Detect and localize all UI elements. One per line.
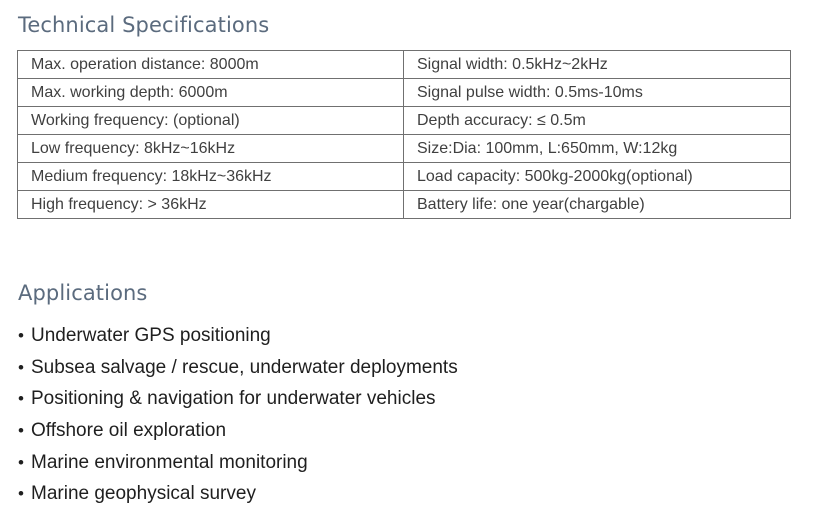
list-item-label: Positioning & navigation for underwater vehicles bbox=[31, 388, 436, 410]
list-item-label: Underwater GPS positioning bbox=[31, 325, 271, 346]
spec-cell: Working frequency: (optional) bbox=[18, 107, 404, 135]
table-row bbox=[18, 79, 791, 107]
spec-cell: Signal pulse width: 0.5ms-10ms bbox=[404, 79, 791, 107]
spec-cell: Medium frequency: 18kHz~36kHz bbox=[18, 163, 404, 191]
list-item bbox=[18, 320, 458, 352]
applications-heading: Applications bbox=[18, 281, 148, 305]
specs-table bbox=[17, 50, 791, 219]
spec-cell: Max. operation distance: 8000m bbox=[18, 51, 404, 79]
applications-list bbox=[18, 320, 458, 510]
list-item bbox=[18, 447, 458, 479]
bullet-icon: • bbox=[18, 452, 24, 472]
list-item-label: Offshore oil exploration bbox=[31, 420, 227, 442]
list-item-label: Marine geophysical survey bbox=[31, 483, 256, 505]
spec-cell: Load capacity: 500kg-2000kg(optional) bbox=[404, 163, 791, 191]
list-item bbox=[18, 478, 458, 510]
table-row bbox=[18, 51, 791, 79]
bullet-icon: • bbox=[18, 389, 24, 409]
spec-cell: Signal width: 0.5kHz~2kHz bbox=[404, 51, 791, 79]
spec-cell: Battery life: one year(chargable) bbox=[404, 191, 791, 219]
bullet-icon: • bbox=[18, 357, 24, 377]
specs-heading: Technical Specifications bbox=[18, 13, 270, 37]
list-item bbox=[18, 415, 458, 447]
bullet-icon: • bbox=[18, 484, 24, 504]
list-item bbox=[18, 383, 458, 415]
spec-cell: Low frequency: 8kHz~16kHz bbox=[18, 135, 404, 163]
bullet-icon: • bbox=[18, 421, 24, 441]
table-row bbox=[18, 135, 791, 163]
list-item-label: Marine environmental monitoring bbox=[31, 451, 308, 473]
spec-cell: Size:Dia: 100mm, L:650mm, W:12kg bbox=[404, 135, 791, 163]
spec-cell: Depth accuracy: ≤ 0.5m bbox=[404, 107, 791, 135]
list-item-label: Subsea salvage / rescue, underwater deployments bbox=[31, 356, 458, 378]
table-row bbox=[18, 163, 791, 191]
table-row bbox=[18, 107, 791, 135]
table-row bbox=[18, 191, 791, 219]
list-item bbox=[18, 352, 458, 384]
spec-cell: High frequency: > 36kHz bbox=[18, 191, 404, 219]
bullet-icon: • bbox=[18, 326, 24, 345]
spec-cell: Max. working depth: 6000m bbox=[18, 79, 404, 107]
